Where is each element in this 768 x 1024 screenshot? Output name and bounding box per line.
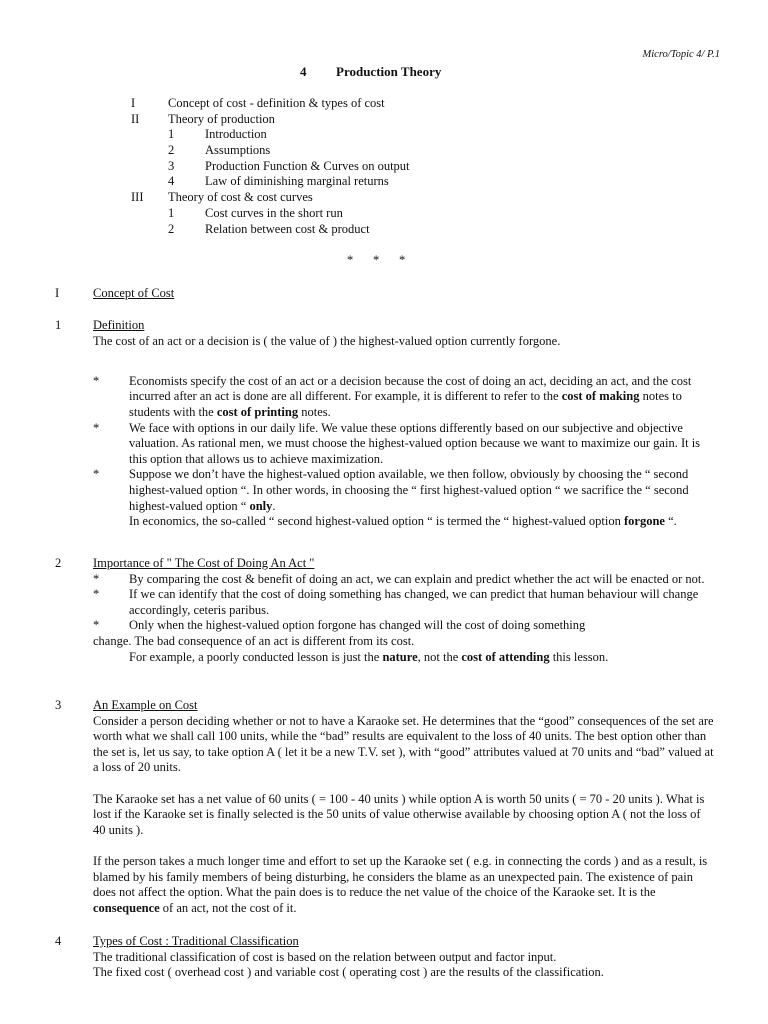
section-definition: [55, 318, 715, 530]
section-types-of-cost: [55, 934, 715, 981]
bullet-continuation: In economics, the so-called “ second highest-valued option “ is termed the “ highest-valued option forgone “.: [129, 514, 677, 529]
bullet-item: * We face with options in our daily life. We value these options differently based on our subjective and objective valuation. As rational men, we must choose the highest-valued option because we want to maximize our gain. It is this option that allows us to achieve maximization.: [93, 420, 701, 466]
section-number: 4: [55, 934, 62, 948]
page-title: [300, 64, 441, 80]
title-text: Production Theory: [336, 64, 442, 79]
section-example-on-cost: [55, 698, 715, 916]
section-concept-of-cost: [55, 286, 715, 302]
page-header: Micro/Topic 4/ P.1: [642, 49, 720, 60]
toc-subitem: 2 Relation between cost & product: [168, 221, 370, 236]
section-number: 2: [55, 556, 62, 570]
toc-subitem: 2 Assumptions: [168, 143, 271, 158]
section-heading: Types of Cost : Traditional Classification: [93, 934, 299, 948]
section-separator: * * *: [347, 253, 406, 267]
toc-subitem: 1 Cost curves in the short run: [168, 205, 343, 220]
toc-subitem: 4 Law of diminishing marginal returns: [168, 174, 389, 189]
section-number: I: [55, 286, 60, 300]
toc-item: II Theory of production: [131, 111, 275, 126]
section-number: 1: [55, 318, 62, 332]
bullet-item: * Only when the highest-valued option forgone has changed will the cost of doing something: [93, 618, 586, 633]
paragraph: The fixed cost ( overhead cost ) and variable cost ( operating cost ) are the results of the classification.: [93, 965, 604, 980]
example-text: For example, a poorly conducted lesson is just the nature, not the cost of attending this lesson.: [129, 649, 609, 664]
bullet-item: * By comparing the cost & benefit of doing an act, we can explain and predict whether the act will be enacted or not.: [93, 571, 705, 586]
paragraph: The Karaoke set has a net value of 60 units ( = 100 - 40 units ) while option A is worth 50 units ( = 70 - 20 units ). What is lost if the Karaoke set is finally selected is the 50 units of value otherwise available by choosing option A ( not the loss of 40 units ).: [93, 791, 705, 837]
definition-text: The cost of an act or a decision is ( the value of ) the highest-valued option currently forgone.: [93, 333, 561, 348]
section-heading: Importance of " The Cost of Doing An Act ": [93, 556, 315, 570]
toc-item: III Theory of cost & cost curves: [131, 190, 313, 205]
bullet-continuation: change. The bad consequence of an act is different from its cost.: [93, 633, 415, 648]
section-number: 3: [55, 698, 62, 712]
paragraph: The traditional classification of cost is based on the relation between output and factor input.: [93, 949, 557, 964]
table-of-contents: [131, 96, 410, 237]
title-number: 4: [300, 64, 307, 79]
paragraph: If the person takes a much longer time and effort to set up the Karaoke set ( e.g. in connecting the cords ) and as a result, is blamed by his family members of being disturbing, he considers the blame as an unexpected pain. The existence of pain does not affect the option. What the pain does is to reduce the net value of the choice of the Karaoke set. It is the consequence of an act, not the cost of it.: [93, 853, 708, 915]
bullet-item: * Suppose we don’t have the highest-valued option available, we then follow, obviously by choosing the “ second highest-valued option “. In other words, in choosing the “ first highest-valued option “ we sacrifice the “ second highest-valued option “ only.: [93, 467, 689, 513]
toc-item: I Concept of cost - definition & types of cost: [131, 96, 385, 110]
toc-subitem: 1 Introduction: [168, 127, 267, 142]
bullet-item: * Economists specify the cost of an act or a decision because the cost of doing an act, deciding an act, and the cost incurred after an act is done are all different. For example, it is different to refer to the cost of making notes to students with the cost of printing notes.: [93, 373, 692, 419]
paragraph: Consider a person deciding whether or not to have a Karaoke set. He determines that the “good” consequences of the set are worth what we shall call 100 units, while the “bad” results are equivalent to the loss of 40 units. The best option other than the set is, let us say, to take option A ( let it be a new T.V. set ), with “good” attributes valued at 70 units and “bad” valued at a loss of 20 units.: [93, 713, 714, 775]
section-heading: Concept of Cost: [93, 286, 175, 300]
bullet-item: * If we can identify that the cost of doing something has changed, we can predict that human behaviour will change accordingly, ceteris paribus.: [93, 587, 699, 617]
section-heading: Definition: [93, 318, 145, 332]
section-heading: An Example on Cost: [93, 698, 198, 712]
toc-subitem: 3 Production Function & Curves on output: [168, 158, 410, 173]
section-importance: [55, 556, 715, 665]
